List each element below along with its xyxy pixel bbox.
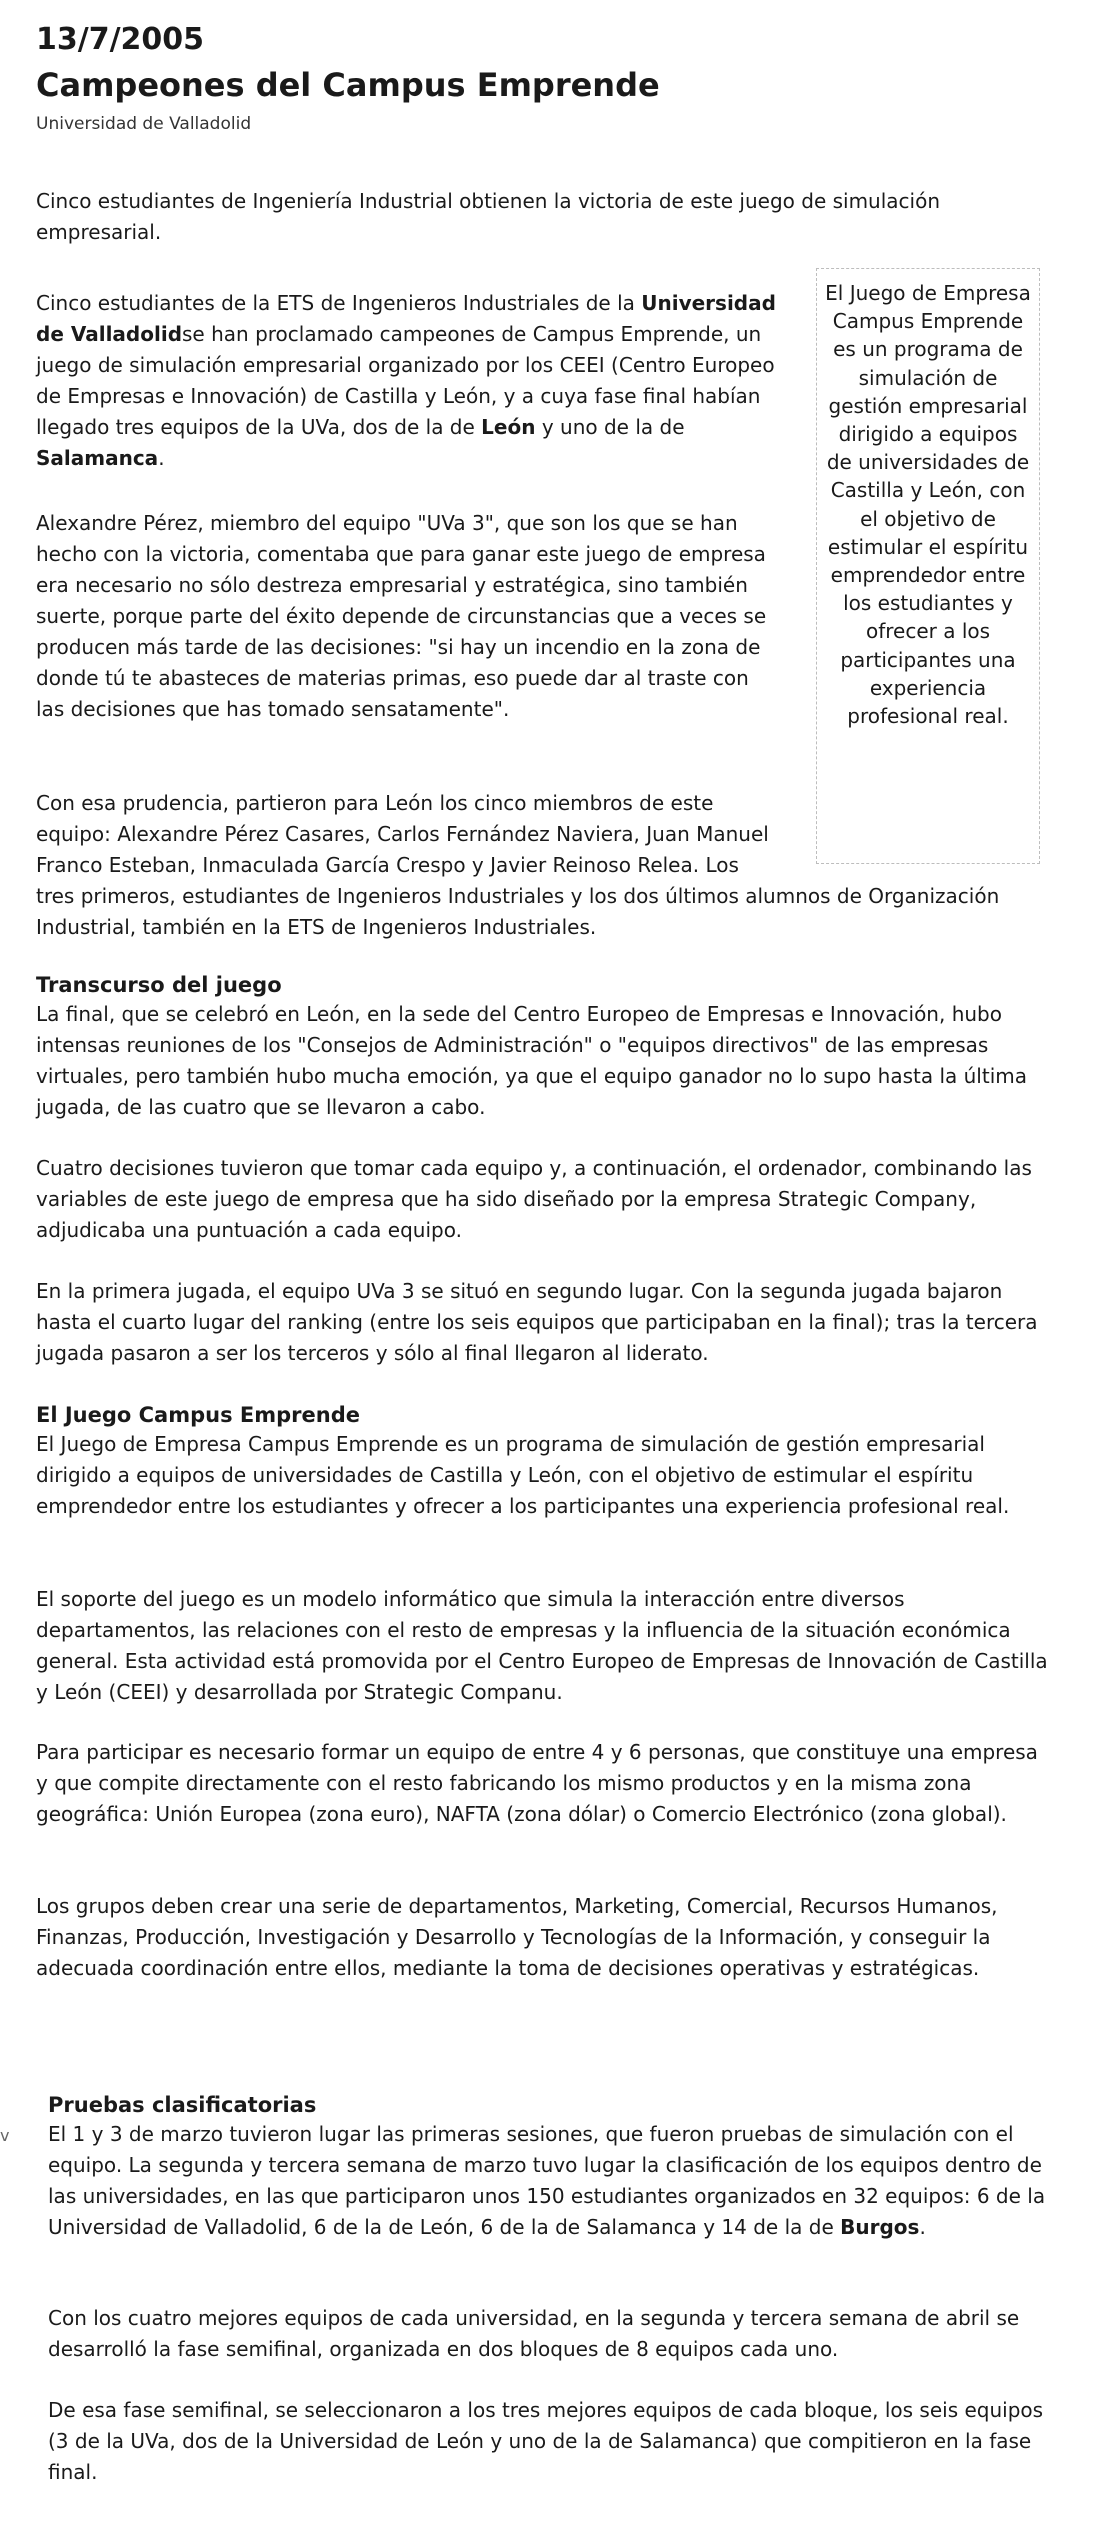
section-heading-pruebas: Pruebas clasificatorias — [48, 2093, 317, 2117]
section2-paragraph-4: Los grupos deben crear una serie de departamentos, Marketing, Comercial, Recursos Humanos, Finanzas, Producción, Investigación y Desarrollo y Tecnologías de la Información, y conseguir la adecuada coordinación entre ellos, mediante la toma de decisiones operativas y estratégicas. — [36, 1894, 998, 1980]
sidebox-wrap-spacer — [778, 788, 1046, 881]
intro-paragraph-3-text: Con esa prudencia, partieron para León los cinco miembros de este equipo: Alexandre Pérez Casares, Carlos Fernández Naviera, Juan Manuel Franco Esteban, Inmaculada García Crespo y Javier Reinoso Relea. Los tres primeros, estudiantes de Ingenieros Industriales y los dos últimos alumnos de Organización Industrial, también en la ETS de Ingenieros Industriales. — [36, 788, 1046, 943]
section3-text: El 1 y 3 de marzo tuvieron lugar las primeras sesiones, que fueron pruebas de simulación con el equipo. La segunda y tercera semana de marzo tuvo lugar la clasificación de los equipos dentro de las universidades, en las que participaron unos 150 estudiantes organizados en 32 equipos: 6 de la Universidad de Valladolid, 6 de la de León, 6 de la de Salamanca y 14 de la de — [48, 2122, 1046, 2239]
lead-paragraph: Cinco estudiantes de Ingeniería Industrial obtienen la victoria de este juego de simulación empresarial. — [36, 189, 941, 244]
section1-paragraph-1: La final, que se celebró en León, en la sede del Centro Europeo de Empresas e Innovación, hubo intensas reuniones de los "Consejos de Administración" o "equipos directivos" de las empresas virtuales, pero también hubo mucha emoción, ya que el equipo ganador no lo supo hasta la última jugada, de las cuatro que se llevaron a cabo. — [36, 1002, 1027, 1119]
margin-mark: v — [0, 2126, 10, 2145]
article-source: Universidad de Valladolid — [36, 114, 252, 134]
intro-text: Cinco estudiantes de la ETS de Ingenieros Industriales de la — [36, 291, 635, 315]
intro-text: . — [158, 446, 165, 470]
section-heading-transcurso: Transcurso del juego — [36, 973, 282, 997]
sidebox — [816, 268, 1040, 864]
article-date: 13/7/2005 — [36, 22, 205, 57]
intro-text: y uno de la de — [541, 415, 685, 439]
leon-bold: León — [481, 415, 536, 439]
sidebox-text: El Juego de Empresa Campus Emprende es un programa de simulación de gestión empresarial dirigido a equipos de universidades de Castilla y León, con el objetivo de estimular el espíritu emprendedor entre los estudiantes y ofrecer a los participantes una experiencia profesional real. — [825, 281, 1031, 729]
section3-paragraph-2: Con los cuatro mejores equipos de cada universidad, en la segunda y tercera semana de abril se desarrolló la fase semifinal, organizada en dos bloques de 8 equipos cada uno. — [48, 2306, 1020, 2361]
section1-paragraph-2: Cuatro decisiones tuvieron que tomar cada equipo y, a continuación, el ordenador, combinando las variables de este juego de empresa que ha sido diseñado por la empresa Strategic Company, adjudicaba una puntuación a cada equipo. — [36, 1156, 1032, 1242]
uva-bold: Universidad de Valladolid — [36, 291, 776, 346]
section3-text: . — [919, 2215, 926, 2239]
section-heading-juego: El Juego Campus Emprende — [36, 1403, 360, 1427]
section3-paragraph-3: De esa fase semifinal, se seleccionaron a los tres mejores equipos de cada bloque, los seis equipos (3 de la UVa, dos de la Universidad de León y uno de la de Salamanca) que compitieron en la fase final. — [48, 2398, 1044, 2484]
intro-paragraph-2: Alexandre Pérez, miembro del equipo "UVa 3", que son los que se han hecho con la victoria, comentaba que para ganar este juego de empresa era necesario no sólo destreza empresarial y estratégica, sino también suerte, porque parte del éxito depende de circunstancias que a veces se producen más tarde de las decisiones: "si hay un incendio en la zona de donde tú te abasteces de materias primas, eso puede dar al traste con las decisiones que has tomado sensatamente". — [36, 511, 767, 721]
section2-paragraph-1: El Juego de Empresa Campus Emprende es un programa de simulación de gestión empresarial dirigido a equipos de universidades de Castilla y León, con el objetivo de estimular el espíritu emprendedor entre los estudiantes y ofrecer a los participantes una experiencia profesional real. — [36, 1432, 1010, 1518]
article-title: Campeones del Campus Emprende — [36, 66, 660, 104]
section1-paragraph-3: En la primera jugada, el equipo UVa 3 se situó en segundo lugar. Con la segunda jugada bajaron hasta el cuarto lugar del ranking (entre los seis equipos que participaban en la final); tras la tercera jugada pasaron a ser los terceros y sólo al final llegaron al liderato. — [36, 1279, 1038, 1365]
burgos-bold: Burgos — [840, 2215, 920, 2239]
section2-paragraph-3: Para participar es necesario formar un equipo de entre 4 y 6 personas, que constituye una empresa y que compite directamente con el resto fabricando los mismo productos y en la misma zona geográfica: Unión Europea (zona euro), NAFTA (zona dólar) o Comercio Electrónico (zona global). — [36, 1740, 1038, 1826]
intro-paragraph-1 — [36, 288, 778, 474]
salamanca-bold: Salamanca — [36, 446, 159, 470]
section2-paragraph-2: El soporte del juego es un modelo informático que simula la interacción entre diversos departamentos, las relaciones con el resto de empresas y la influencia de la situación económica general. Esta actividad está promovida por el Centro Europeo de Empresas de Innovación de Castilla y León (CEEI) y desarrollada por Strategic Companu. — [36, 1587, 1048, 1704]
intro-text: se han proclamado campeones de Campus Emprende, un juego de simulación empresarial organizado por los CEEI (Centro Europeo de Empresas e Innovación) de Castilla y León, y a cuya fase final habían llegado tres equipos de la UVa, dos de la de — [36, 322, 775, 439]
section3-paragraph-1 — [48, 2119, 1048, 2243]
